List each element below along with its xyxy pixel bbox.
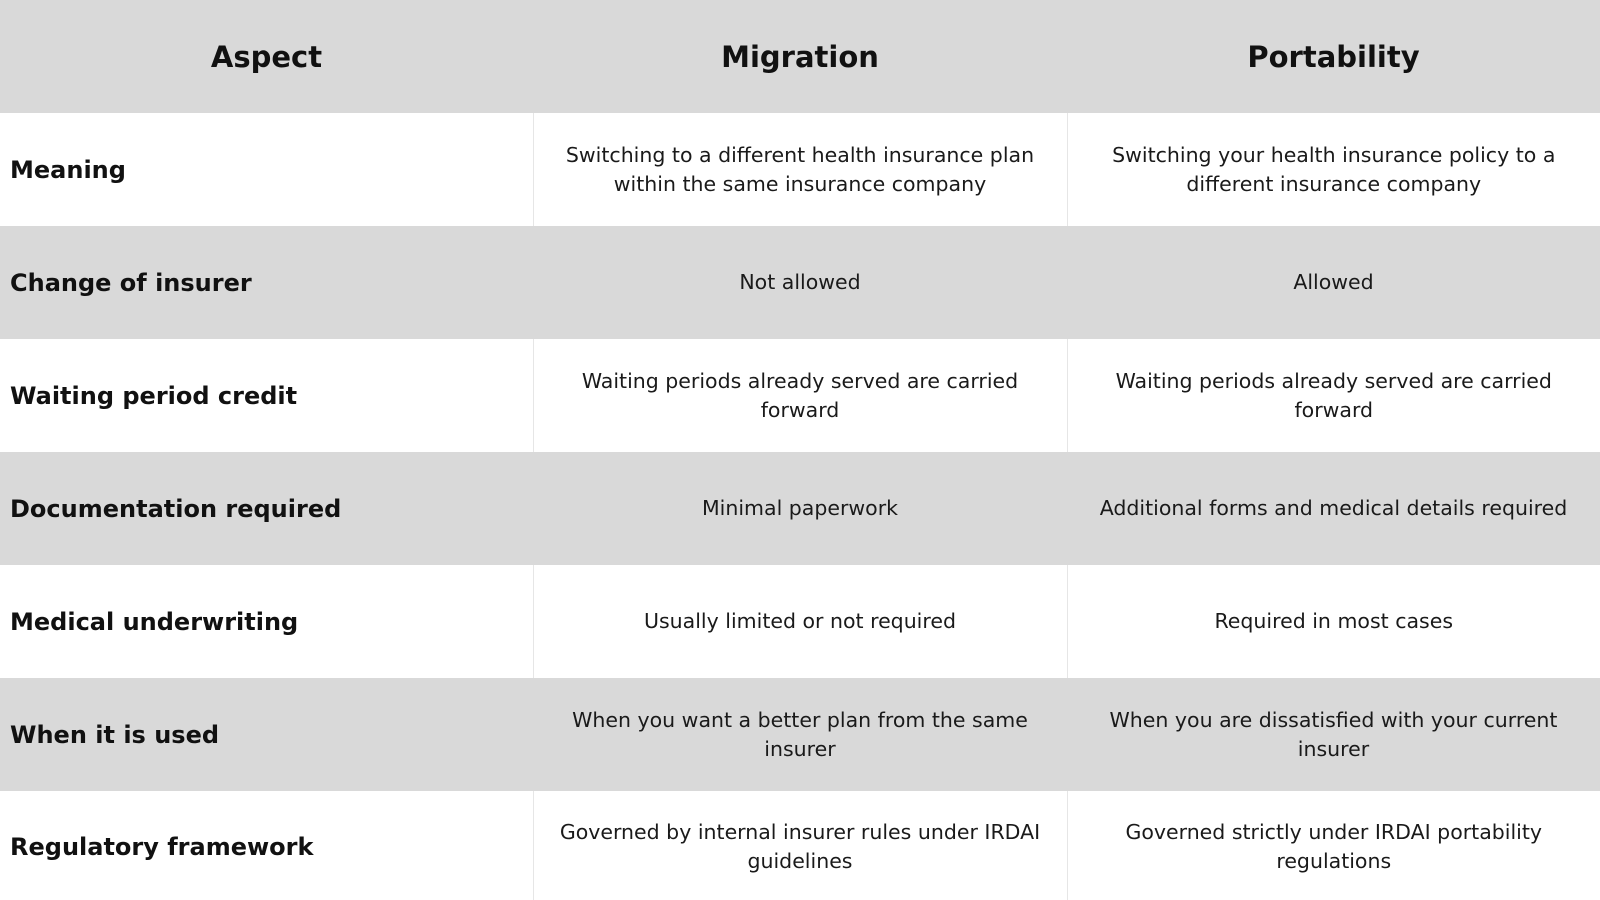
portability-cell: Switching your health insurance policy to a different insurance company bbox=[1067, 113, 1600, 226]
migration-cell: Minimal paperwork bbox=[701, 496, 899, 521]
row-aspect-medical-underwriting: Medical underwriting bbox=[10, 607, 299, 636]
portability-cell: Waiting periods already served are carried forward bbox=[1067, 339, 1600, 452]
header-migration: Migration bbox=[721, 39, 879, 74]
row-aspect-when-it-is-used: When it is used bbox=[10, 720, 220, 749]
portability-cell: When you are dissatisfied with your current insurer bbox=[1109, 707, 1558, 761]
migration-cell: Not allowed bbox=[739, 270, 861, 295]
table-row bbox=[0, 791, 1600, 900]
table-body bbox=[0, 113, 1600, 900]
header-row bbox=[0, 0, 1600, 113]
migration-cell: Governed by internal insurer rules under IRDAI guidelines bbox=[533, 791, 1067, 900]
migration-cell: Waiting periods already served are carried forward bbox=[533, 339, 1067, 452]
table-row bbox=[0, 339, 1600, 452]
migration-cell: Usually limited or not required bbox=[533, 565, 1067, 678]
row-aspect-waiting-period-credit: Waiting period credit bbox=[10, 381, 298, 410]
portability-cell: Required in most cases bbox=[1067, 565, 1600, 678]
row-aspect-regulatory-framework: Regulatory framework bbox=[10, 832, 314, 861]
migration-cell: Switching to a different health insurance plan within the same insurance company bbox=[533, 113, 1067, 226]
migration-cell: When you want a better plan from the same insurer bbox=[572, 707, 1028, 761]
table-row bbox=[0, 565, 1600, 678]
table-row bbox=[0, 678, 1600, 791]
row-aspect-documentation-required: Documentation required bbox=[10, 494, 342, 523]
portability-cell: Allowed bbox=[1293, 270, 1374, 295]
header-portability: Portability bbox=[1247, 39, 1420, 74]
table-row bbox=[0, 113, 1600, 226]
portability-cell: Additional forms and medical details required bbox=[1099, 496, 1568, 521]
row-aspect-change-of-insurer: Change of insurer bbox=[10, 268, 252, 297]
row-aspect-meaning: Meaning bbox=[10, 155, 126, 184]
header-aspect: Aspect bbox=[210, 39, 323, 74]
table-row bbox=[0, 452, 1600, 565]
portability-cell: Governed strictly under IRDAI portability regulations bbox=[1067, 791, 1600, 900]
table-header bbox=[0, 0, 1600, 113]
table-row bbox=[0, 226, 1600, 339]
